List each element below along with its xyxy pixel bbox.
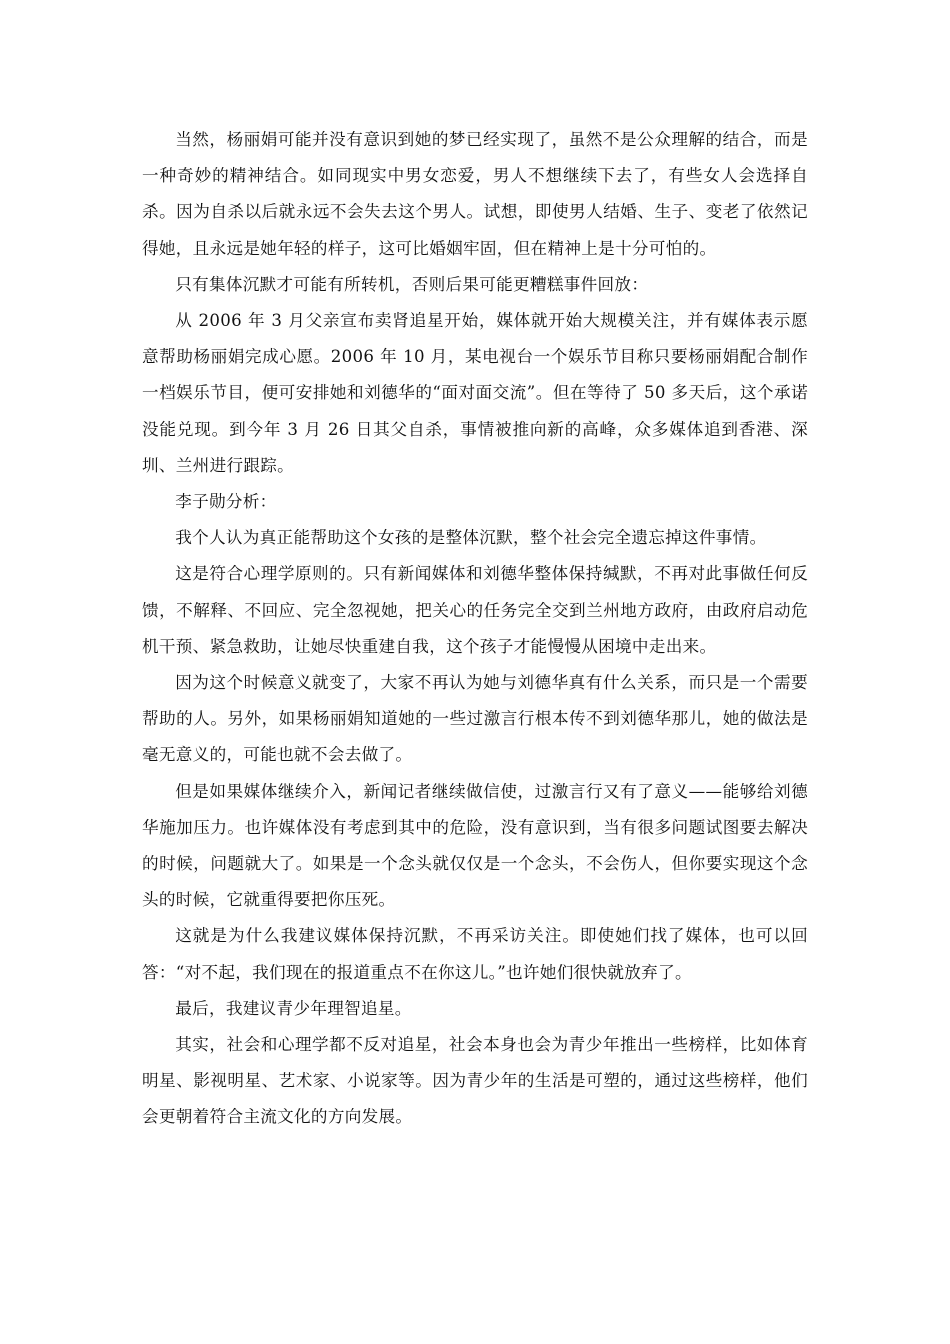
- paragraph: 我个人认为真正能帮助这个女孩的是整体沉默，整个社会完全遗忘掉这件事情。: [175, 528, 767, 548]
- document-body: [142, 122, 808, 1136]
- paragraph: 从 2006 年 3 月父亲宣布卖肾追星开始，媒体就开始大规模关注，并有媒体表示愿意帮助杨丽娟完成心愿。2006 年 10 月，某电视台一个娱乐节目称只要杨丽娟配合制作一档娱乐节目，便可安排她和刘德华的“面对面交流”。但在等待了 50 多天后，这个承诺没能兑现。到今年 3 月 26 日其父自杀，事情被推向新的高峰，众多媒体追到香港、深圳、兰州进行跟踪。: [142, 311, 808, 475]
- paragraph: 这就是为什么我建议媒体保持沉默，不再采访关注。即使她们找了媒体，也可以回答：“对不起，我们现在的报道重点不在你这儿。”也许她们很快就放弃了。: [142, 926, 808, 982]
- paragraph: 当然，杨丽娟可能并没有意识到她的梦已经实现了，虽然不是公众理解的结合，而是一种奇妙的精神结合。如同现实中男女恋爱，男人不想继续下去了，有些女人会选择自杀。因为自杀以后就永远不会失去这个男人。试想，即使男人结婚、生子、变老了依然记得她，且永远是她年轻的样子，这可比婚姻牢固，但在精神上是十分可怕的。: [142, 130, 808, 258]
- paragraph: 其实，社会和心理学都不反对追星，社会本身也会为青少年推出一些榜样，比如体育明星、影视明星、艺术家、小说家等。因为青少年的生活是可塑的，通过这些榜样，他们会更朝着符合主流文化的方向发展。: [142, 1035, 808, 1127]
- paragraph: 因为这个时候意义就变了，大家不再认为她与刘德华真有什么关系，而只是一个需要帮助的人。另外，如果杨丽娟知道她的一些过激言行根本传不到刘德华那儿，她的做法是毫无意义的，可能也就不会去做了。: [142, 673, 808, 765]
- paragraph: 最后，我建议青少年理智追星。: [175, 998, 412, 1018]
- paragraph: 这是符合心理学原则的。只有新闻媒体和刘德华整体保持缄默，不再对此事做任何反馈，不解释、不回应、完全忽视她，把关心的任务完全交到兰州地方政府，由政府启动危机干预、紧急救助，让她尽快重建自我，这个孩子才能慢慢从困境中走出来。: [142, 564, 808, 656]
- paragraph: 但是如果媒体继续介入，新闻记者继续做信使，过激言行又有了意义——能够给刘德华施加压力。也许媒体没有考虑到其中的危险，没有意识到，当有很多问题试图要去解决的时候，问题就大了。如果是一个念头就仅仅是一个念头，不会伤人，但你要实现这个念头的时候，它就重得要把你压死。: [142, 781, 808, 910]
- paragraph: 只有集体沉默才可能有所转机，否则后果可能更糟糕事件回放：: [175, 274, 649, 294]
- paragraph: 李子勋分析：: [175, 492, 277, 512]
